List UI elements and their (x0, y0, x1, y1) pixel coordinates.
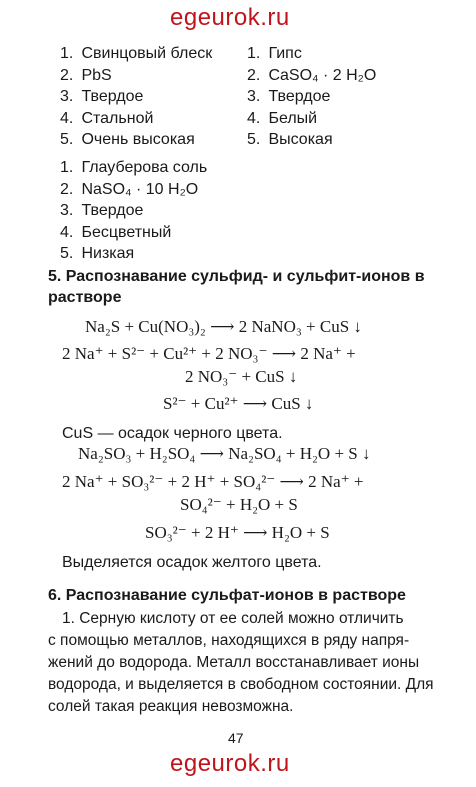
item-text: Твердое (81, 202, 144, 219)
list-item (60, 43, 212, 65)
equation-6: SO₃²⁻ + 2 H⁺ ⟶ H₂O + S (145, 523, 330, 542)
item-text: Свинцовый блеск (81, 45, 213, 62)
watermark-top: egeurok.ru (170, 4, 290, 31)
item-text: Белый (268, 109, 318, 127)
equation-2b: 2 NO₃⁻ + CuS ↓ (185, 367, 298, 386)
item-text: Низкая (81, 245, 135, 262)
section6-heading: 6. Распознавание сульфат-ионов в растворе (48, 587, 406, 604)
equation-1: Na₂S + Cu(NO₃)₂ ⟶ 2 NaNO₃ + CuS ↓ (85, 317, 362, 336)
item-text: NaSO₄ · 10 H₂O (81, 180, 199, 198)
mineral-list-right (247, 43, 376, 151)
item-number: 2. (60, 66, 74, 84)
list-item (60, 179, 207, 201)
note-cus: CuS — осадок черного цвета. (62, 425, 283, 442)
item-number: 1. (60, 45, 74, 62)
section5-heading-line2: растворе (48, 289, 122, 306)
item-number: 3. (60, 88, 74, 105)
mineral-list-third (60, 157, 207, 265)
equation-4: Na₂SO₃ + H₂SO₄ ⟶ Na₂SO₄ + H₂O + S ↓ (78, 444, 371, 463)
list-item (60, 200, 207, 222)
item-number: 1. (60, 159, 74, 176)
item-number: 4. (60, 109, 74, 127)
mineral-list-left (60, 43, 212, 151)
list-item (60, 222, 207, 244)
item-text: Твердое (268, 88, 331, 105)
item-text: Гипс (268, 45, 302, 62)
list-item (247, 129, 376, 151)
watermark-bottom: egeurok.ru (170, 750, 290, 777)
section6-line-4: водорода, и выделяется в свободном состоянии. Для (48, 676, 434, 693)
section6-line-5: солей такая реакция невозможна. (48, 698, 294, 715)
list-item (60, 243, 207, 265)
item-number: 5. (60, 131, 74, 148)
note-sulfur: Выделяется осадок желтого цвета. (62, 554, 322, 571)
list-item (60, 65, 212, 87)
item-text: Очень высокая (81, 131, 195, 148)
item-text: Твердое (81, 88, 144, 105)
item-number: 4. (247, 109, 261, 127)
item-number: 3. (60, 202, 74, 219)
item-number: 2. (60, 180, 74, 198)
list-item (247, 43, 376, 65)
section6-line-1: 1. Серную кислоту от ее солей можно отличить (62, 610, 404, 627)
item-text: CaSO₄ · 2 H₂O (268, 66, 377, 84)
list-item (247, 108, 376, 130)
list-item (247, 65, 376, 87)
item-text: Стальной (81, 109, 154, 127)
section5-heading-line1: 5. Распознавание сульфид- и сульфит-ионов в (48, 268, 425, 285)
section6-line-2: с помощью металлов, находящихся в ряду напря- (48, 632, 410, 649)
item-text: Высокая (268, 131, 333, 148)
item-text: Бесцветный (81, 223, 172, 241)
item-number: 2. (247, 66, 261, 84)
item-number: 5. (60, 245, 74, 262)
list-item (60, 108, 212, 130)
list-item (60, 86, 212, 108)
equation-3: S²⁻ + Cu²⁺ ⟶ CuS ↓ (163, 394, 314, 413)
page-number: 47 (228, 730, 244, 746)
section6-line-3: жений до водорода. Металл восстанавливает ионы (48, 654, 420, 671)
list-item (60, 129, 212, 151)
equation-2a: 2 Na⁺ + S²⁻ + Cu²⁺ + 2 NO₃⁻ ⟶ 2 Na⁺ + (62, 344, 356, 363)
equation-5b: SO₄²⁻ + H₂O + S (180, 495, 298, 514)
item-text: PbS (81, 66, 112, 84)
item-number: 5. (247, 131, 261, 148)
item-number: 3. (247, 88, 261, 105)
equation-5a: 2 Na⁺ + SO₃²⁻ + 2 H⁺ + SO₄²⁻ ⟶ 2 Na⁺ + (62, 472, 364, 491)
item-text: Глауберова соль (81, 159, 208, 176)
list-item (247, 86, 376, 108)
item-number: 1. (247, 45, 261, 62)
list-item (60, 157, 207, 179)
item-number: 4. (60, 223, 74, 241)
